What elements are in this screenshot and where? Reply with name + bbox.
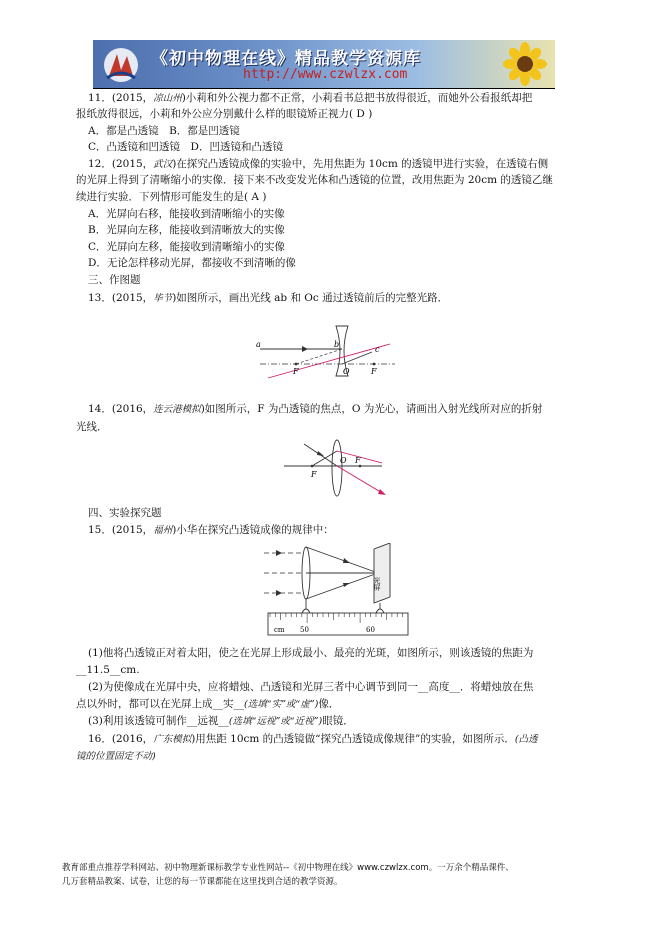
q15-part2-line1: (2)为使像成在光屏中央，应将蜡烛、凸透镜和光屏三者中心调节到同一__高度__．将蜡烛放在焦	[88, 681, 534, 693]
section-4-heading: 四、实验探究题	[88, 507, 162, 519]
q14-label-o: O	[340, 456, 347, 465]
q13-label-f1: F	[293, 367, 299, 376]
q13-line1: 13．(2015，毕节)如图所示，画出光线 ab 和 Oc 通过透镜前后的完整光路．	[88, 292, 449, 304]
q15-figure	[262, 543, 410, 641]
q12-option-a: A．光屏向右移，能接收到清晰缩小的实像	[88, 208, 285, 220]
q13-label-a: a	[256, 340, 261, 349]
banner-url[interactable]: http://www.czwlzx.com	[243, 67, 408, 82]
q14-figure	[282, 438, 392, 500]
q12-option-d: D．无论怎样移动光屏，都接收不到清晰的像	[88, 257, 296, 269]
q13-label-o: O	[343, 367, 350, 376]
q15-screen-label: 光屏	[373, 577, 381, 591]
sunflower-icon	[499, 42, 551, 86]
section-3-heading: 三、作图题	[88, 274, 141, 286]
q15-ruler-unit: cm	[274, 626, 285, 634]
q11-line1: 11．(2015，凉山州)小莉和外公视力都不正常，小莉看书总把书放得很近，而她外公看报纸却把	[88, 92, 533, 104]
q12-line3: 续进行实验．下列情形可能发生的是( A )	[76, 191, 267, 203]
q15-part3: (3)利用该透镜可制作__远视__(选填“远视”或“近视”)眼镜．	[88, 715, 354, 727]
q12-line2: 的光屏上得到了清晰缩小的实像．接下来不改变发光体和凸透镜的位置，改用焦距为 20cm 的透镜乙继	[76, 174, 553, 186]
q13-label-f2: F	[371, 367, 377, 376]
q15-screen	[374, 543, 390, 603]
site-logo-icon	[101, 46, 141, 84]
header-banner	[93, 40, 555, 88]
q15-optical-bench-ruler	[268, 613, 408, 635]
q13-label-b: b	[334, 340, 340, 349]
q12-option-b: B．光屏向左移，能接收到清晰放大的实像	[88, 224, 285, 236]
footer-line2: 几万套精品教案、试卷，让您的每一节课都能在这里找到合适的教学资源。	[62, 877, 343, 887]
header-rule	[93, 88, 555, 89]
q13-figure	[250, 322, 400, 380]
q11-option-ab: A．都是凸透镜 B．都是凹透镜	[88, 125, 240, 137]
q11-option-cd: C．凸透镜和凹透镜 D．凹透镜和凸透镜	[88, 141, 283, 153]
q15-tick-60: 60	[366, 626, 375, 634]
q12-option-c: C．光屏向左移，能接收到清晰缩小的实像	[88, 241, 286, 253]
q14-line1: 14．(2016，连云港模拟)如图所示，F 为凸透镜的焦点，O 为光心，请画出入射光线所对应的折射	[88, 403, 543, 415]
q16-line2: 镜的位置固定不动)	[76, 751, 156, 762]
q15-part1-answer: __11.5__cm.	[76, 664, 140, 676]
q14-refracted-ray	[337, 466, 384, 494]
q14-label-f1: F	[311, 470, 317, 479]
q16-line1: 16．(2016，广东模拟)用焦距 10cm 的凸透镜做“探究凸透镜成像规律”的实验，如图所示．(凸透	[88, 733, 538, 745]
footer-line1: 教育部重点推荐学科网站、初中物理新课标教学专业性网站--《初中物理在线》www.czwlzx.com。一万余个精品课件、	[62, 863, 514, 873]
q14-line2: 光线．	[76, 421, 108, 433]
q15-part2-line2: 点以外时，都可以在光屏上成__实__(选填“实”或“虚”)像．	[76, 698, 340, 710]
q11-line2: 报纸放得很远，小莉和外公应分别戴什么样的眼镜矫正视力( D )	[76, 108, 373, 120]
q12-line1: 12．(2015，武汉)在探究凸透镜成像的实验中，先用焦距为 10cm 的透镜甲进行实验，在透镜右侧	[88, 158, 549, 170]
q15-tick-50: 50	[300, 626, 309, 634]
q14-label-f2: F	[355, 456, 361, 465]
q15-line1: 15．(2015，福州)小华在探究凸透镜成像的规律中：	[88, 524, 334, 536]
q15-part1-line1: (1)他将凸透镜正对着太阳，使之在光屏上形成最小、最亮的光斑，如图所示，则该透镜的焦距为	[88, 647, 534, 659]
banner-title: 《初中物理在线》精品教学资源库	[151, 49, 421, 69]
q13-ray-oc	[342, 352, 372, 364]
q13-label-c: c	[375, 345, 380, 354]
